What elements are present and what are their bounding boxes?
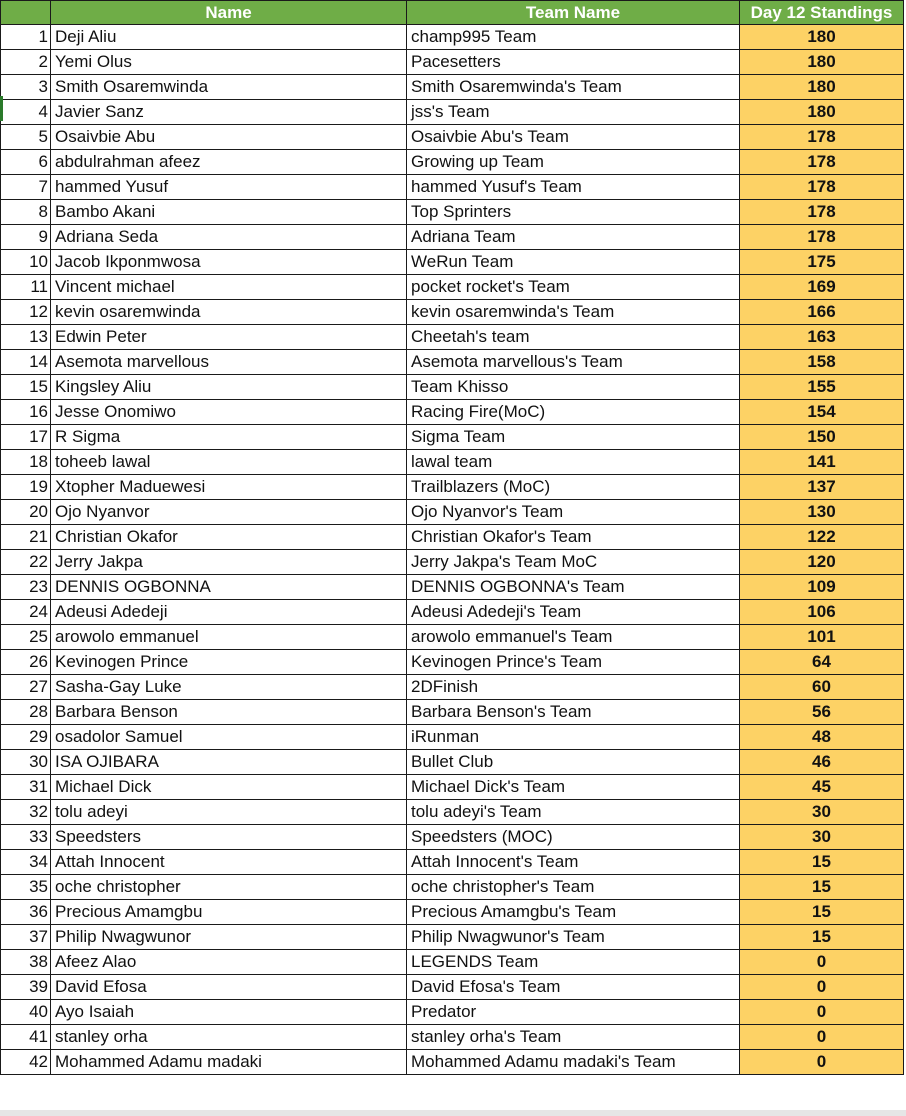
- table-row: [1, 300, 904, 325]
- team-name-cell[interactable]: champ995 Team: [407, 25, 740, 50]
- standings-cell[interactable]: 175: [740, 250, 904, 275]
- name-cell[interactable]: DENNIS OGBONNA: [51, 575, 407, 600]
- team-name-cell[interactable]: Racing Fire(MoC): [407, 400, 740, 425]
- team-name-cell[interactable]: Top Sprinters: [407, 200, 740, 225]
- name-cell[interactable]: Jesse Onomiwo: [51, 400, 407, 425]
- team-name-cell[interactable]: hammed Yusuf's Team: [407, 175, 740, 200]
- table-row: [1, 175, 904, 200]
- row-number-cell[interactable]: 17: [1, 425, 51, 450]
- row-number-cell[interactable]: 18: [1, 450, 51, 475]
- row-number-cell[interactable]: 12: [1, 300, 51, 325]
- row-number-cell[interactable]: 15: [1, 375, 51, 400]
- header-name[interactable]: Name: [51, 1, 407, 25]
- name-cell[interactable]: Afeez Alao: [51, 950, 407, 975]
- row-number-cell[interactable]: 32: [1, 800, 51, 825]
- standings-cell[interactable]: 0: [740, 975, 904, 1000]
- standings-cell[interactable]: 154: [740, 400, 904, 425]
- team-name-cell[interactable]: lawal team: [407, 450, 740, 475]
- row-number-cell[interactable]: 22: [1, 550, 51, 575]
- name-cell[interactable]: Adeusi Adedeji: [51, 600, 407, 625]
- row-number-cell[interactable]: 11: [1, 275, 51, 300]
- name-cell[interactable]: Bambo Akani: [51, 200, 407, 225]
- table-row: [1, 550, 904, 575]
- name-cell[interactable]: kevin osaremwinda: [51, 300, 407, 325]
- row-number-cell[interactable]: 36: [1, 900, 51, 925]
- standings-cell[interactable]: 15: [740, 900, 904, 925]
- row-number-cell[interactable]: 13: [1, 325, 51, 350]
- standings-cell[interactable]: 137: [740, 475, 904, 500]
- table-row: [1, 775, 904, 800]
- standings-cell[interactable]: 109: [740, 575, 904, 600]
- table-row: [1, 800, 904, 825]
- team-name-cell[interactable]: Growing up Team: [407, 150, 740, 175]
- standings-cell[interactable]: 180: [740, 50, 904, 75]
- row-number-cell[interactable]: 21: [1, 525, 51, 550]
- row-number-cell[interactable]: 4: [1, 100, 51, 125]
- team-name-cell[interactable]: oche christopher's Team: [407, 875, 740, 900]
- table-row: [1, 375, 904, 400]
- team-name-cell[interactable]: Michael Dick's Team: [407, 775, 740, 800]
- row-number-cell[interactable]: 34: [1, 850, 51, 875]
- team-name-cell[interactable]: Mohammed Adamu madaki's Team: [407, 1050, 740, 1075]
- row-number-cell[interactable]: 35: [1, 875, 51, 900]
- name-cell[interactable]: Jerry Jakpa: [51, 550, 407, 575]
- table-row: [1, 25, 904, 50]
- standings-cell[interactable]: 150: [740, 425, 904, 450]
- name-cell[interactable]: hammed Yusuf: [51, 175, 407, 200]
- row-number-cell[interactable]: 23: [1, 575, 51, 600]
- selected-row-marker: [0, 96, 3, 121]
- header-day-standings[interactable]: Day 12 Standings: [740, 1, 904, 25]
- name-cell[interactable]: Javier Sanz: [51, 100, 407, 125]
- team-name-cell[interactable]: Christian Okafor's Team: [407, 525, 740, 550]
- team-name-cell[interactable]: Trailblazers (MoC): [407, 475, 740, 500]
- name-cell[interactable]: Mohammed Adamu madaki: [51, 1050, 407, 1075]
- table-row: [1, 825, 904, 850]
- row-number-cell[interactable]: 41: [1, 1025, 51, 1050]
- table-row: [1, 500, 904, 525]
- name-cell[interactable]: Attah Innocent: [51, 850, 407, 875]
- standings-cell[interactable]: 120: [740, 550, 904, 575]
- team-name-cell[interactable]: Predator: [407, 1000, 740, 1025]
- table-row: [1, 250, 904, 275]
- standings-cell[interactable]: 0: [740, 1025, 904, 1050]
- team-name-cell[interactable]: Speedsters (MOC): [407, 825, 740, 850]
- standings-cell[interactable]: 60: [740, 675, 904, 700]
- name-cell[interactable]: osadolor Samuel: [51, 725, 407, 750]
- name-cell[interactable]: arowolo emmanuel: [51, 625, 407, 650]
- row-number-cell[interactable]: 3: [1, 75, 51, 100]
- row-number-cell[interactable]: 5: [1, 125, 51, 150]
- team-name-cell[interactable]: tolu adeyi's Team: [407, 800, 740, 825]
- team-name-cell[interactable]: Bullet Club: [407, 750, 740, 775]
- standings-cell[interactable]: 64: [740, 650, 904, 675]
- team-name-cell[interactable]: WeRun Team: [407, 250, 740, 275]
- row-number-cell[interactable]: 19: [1, 475, 51, 500]
- team-name-cell[interactable]: LEGENDS Team: [407, 950, 740, 975]
- standings-cell[interactable]: 178: [740, 225, 904, 250]
- table-row: [1, 975, 904, 1000]
- name-cell[interactable]: Xtopher Maduewesi: [51, 475, 407, 500]
- standings-cell[interactable]: 178: [740, 125, 904, 150]
- table-row: [1, 50, 904, 75]
- row-number-cell[interactable]: 33: [1, 825, 51, 850]
- standings-cell[interactable]: 169: [740, 275, 904, 300]
- team-name-cell[interactable]: Pacesetters: [407, 50, 740, 75]
- team-name-cell[interactable]: Jerry Jakpa's Team MoC: [407, 550, 740, 575]
- table-row: [1, 525, 904, 550]
- team-name-cell[interactable]: Precious Amamgbu's Team: [407, 900, 740, 925]
- table-row: [1, 325, 904, 350]
- standings-cell[interactable]: 0: [740, 1000, 904, 1025]
- team-name-cell[interactable]: DENNIS OGBONNA's Team: [407, 575, 740, 600]
- team-name-cell[interactable]: Sigma Team: [407, 425, 740, 450]
- name-cell[interactable]: Kingsley Aliu: [51, 375, 407, 400]
- table-row: [1, 875, 904, 900]
- table-row: [1, 125, 904, 150]
- row-number-cell[interactable]: 2: [1, 50, 51, 75]
- name-cell[interactable]: Speedsters: [51, 825, 407, 850]
- standings-cell[interactable]: 0: [740, 1050, 904, 1075]
- team-name-cell[interactable]: jss's Team: [407, 100, 740, 125]
- standings-cell[interactable]: 158: [740, 350, 904, 375]
- name-cell[interactable]: tolu adeyi: [51, 800, 407, 825]
- table-row: [1, 1025, 904, 1050]
- name-cell[interactable]: Philip Nwagwunor: [51, 925, 407, 950]
- name-cell[interactable]: Adriana Seda: [51, 225, 407, 250]
- table-row: [1, 600, 904, 625]
- table-row: [1, 400, 904, 425]
- standings-cell[interactable]: 180: [740, 100, 904, 125]
- row-number-cell[interactable]: 39: [1, 975, 51, 1000]
- header-row: [1, 1, 904, 25]
- table-row: [1, 425, 904, 450]
- standings-cell[interactable]: 163: [740, 325, 904, 350]
- name-cell[interactable]: Asemota marvellous: [51, 350, 407, 375]
- row-number-cell[interactable]: 9: [1, 225, 51, 250]
- horizontal-scrollbar[interactable]: [0, 1110, 906, 1116]
- name-cell[interactable]: abdulrahman afeez: [51, 150, 407, 175]
- table-row: [1, 1000, 904, 1025]
- standings-cell[interactable]: 101: [740, 625, 904, 650]
- table-row: [1, 675, 904, 700]
- team-name-cell[interactable]: Osaivbie Abu's Team: [407, 125, 740, 150]
- row-number-cell[interactable]: 31: [1, 775, 51, 800]
- name-cell[interactable]: Deji Aliu: [51, 25, 407, 50]
- team-name-cell[interactable]: stanley orha's Team: [407, 1025, 740, 1050]
- standings-cell[interactable]: 45: [740, 775, 904, 800]
- name-cell[interactable]: Ayo Isaiah: [51, 1000, 407, 1025]
- name-cell[interactable]: Sasha-Gay Luke: [51, 675, 407, 700]
- standings-cell[interactable]: 180: [740, 25, 904, 50]
- row-number-cell[interactable]: 26: [1, 650, 51, 675]
- name-cell[interactable]: Christian Okafor: [51, 525, 407, 550]
- row-number-cell[interactable]: 29: [1, 725, 51, 750]
- team-name-cell[interactable]: Barbara Benson's Team: [407, 700, 740, 725]
- team-name-cell[interactable]: Asemota marvellous's Team: [407, 350, 740, 375]
- row-number-cell[interactable]: 24: [1, 600, 51, 625]
- standings-cell[interactable]: 178: [740, 175, 904, 200]
- row-number-cell[interactable]: 40: [1, 1000, 51, 1025]
- row-number-cell[interactable]: 14: [1, 350, 51, 375]
- table-row: [1, 100, 904, 125]
- team-name-cell[interactable]: Philip Nwagwunor's Team: [407, 925, 740, 950]
- team-name-cell[interactable]: arowolo emmanuel's Team: [407, 625, 740, 650]
- table-row: [1, 725, 904, 750]
- team-name-cell[interactable]: Adeusi Adedeji's Team: [407, 600, 740, 625]
- table-row: [1, 625, 904, 650]
- table-row: [1, 575, 904, 600]
- row-number-cell[interactable]: 1: [1, 25, 51, 50]
- table-row: [1, 475, 904, 500]
- row-number-cell[interactable]: 38: [1, 950, 51, 975]
- table-row: [1, 925, 904, 950]
- standings-cell[interactable]: 15: [740, 875, 904, 900]
- standings-cell[interactable]: 141: [740, 450, 904, 475]
- table-row: [1, 450, 904, 475]
- name-cell[interactable]: David Efosa: [51, 975, 407, 1000]
- team-name-cell[interactable]: iRunman: [407, 725, 740, 750]
- name-cell[interactable]: oche christopher: [51, 875, 407, 900]
- name-cell[interactable]: Kevinogen Prince: [51, 650, 407, 675]
- team-name-cell[interactable]: Kevinogen Prince's Team: [407, 650, 740, 675]
- table-row: [1, 275, 904, 300]
- name-cell[interactable]: Osaivbie Abu: [51, 125, 407, 150]
- row-number-cell[interactable]: 37: [1, 925, 51, 950]
- standings-cell[interactable]: 122: [740, 525, 904, 550]
- name-cell[interactable]: Jacob Ikponmwosa: [51, 250, 407, 275]
- table-row: [1, 225, 904, 250]
- standings-cell[interactable]: 155: [740, 375, 904, 400]
- row-number-cell[interactable]: 7: [1, 175, 51, 200]
- row-number-cell[interactable]: 20: [1, 500, 51, 525]
- name-cell[interactable]: stanley orha: [51, 1025, 407, 1050]
- row-number-cell[interactable]: 28: [1, 700, 51, 725]
- name-cell[interactable]: Michael Dick: [51, 775, 407, 800]
- name-cell[interactable]: toheeb lawal: [51, 450, 407, 475]
- row-number-cell[interactable]: 6: [1, 150, 51, 175]
- row-number-cell[interactable]: 30: [1, 750, 51, 775]
- standings-cell[interactable]: 56: [740, 700, 904, 725]
- name-cell[interactable]: Barbara Benson: [51, 700, 407, 725]
- team-name-cell[interactable]: pocket rocket's Team: [407, 275, 740, 300]
- table-row: [1, 650, 904, 675]
- name-cell[interactable]: Ojo Nyanvor: [51, 500, 407, 525]
- name-cell[interactable]: Yemi Olus: [51, 50, 407, 75]
- header-team-name[interactable]: Team Name: [407, 1, 740, 25]
- team-name-cell[interactable]: David Efosa's Team: [407, 975, 740, 1000]
- name-cell[interactable]: Vincent michael: [51, 275, 407, 300]
- standings-cell[interactable]: 130: [740, 500, 904, 525]
- row-number-cell[interactable]: 8: [1, 200, 51, 225]
- table-row: [1, 950, 904, 975]
- standings-cell[interactable]: 48: [740, 725, 904, 750]
- table-row: [1, 200, 904, 225]
- name-cell[interactable]: Edwin Peter: [51, 325, 407, 350]
- row-number-cell[interactable]: 27: [1, 675, 51, 700]
- standings-cell[interactable]: 30: [740, 800, 904, 825]
- team-name-cell[interactable]: Adriana Team: [407, 225, 740, 250]
- table-row: [1, 700, 904, 725]
- standings-cell[interactable]: 166: [740, 300, 904, 325]
- row-number-cell[interactable]: 10: [1, 250, 51, 275]
- standings-cell[interactable]: 30: [740, 825, 904, 850]
- standings-cell[interactable]: 178: [740, 150, 904, 175]
- standings-cell[interactable]: 0: [740, 950, 904, 975]
- standings-cell[interactable]: 15: [740, 850, 904, 875]
- row-number-cell[interactable]: 25: [1, 625, 51, 650]
- table-row: [1, 750, 904, 775]
- team-name-cell[interactable]: kevin osaremwinda's Team: [407, 300, 740, 325]
- team-name-cell[interactable]: Team Khisso: [407, 375, 740, 400]
- standings-cell[interactable]: 106: [740, 600, 904, 625]
- row-number-cell[interactable]: 42: [1, 1050, 51, 1075]
- standings-cell[interactable]: 15: [740, 925, 904, 950]
- table-row: [1, 1050, 904, 1075]
- table-row: [1, 900, 904, 925]
- name-cell[interactable]: R Sigma: [51, 425, 407, 450]
- row-number-cell[interactable]: 16: [1, 400, 51, 425]
- team-name-cell[interactable]: Cheetah's team: [407, 325, 740, 350]
- table-row: [1, 350, 904, 375]
- table-row: [1, 850, 904, 875]
- name-cell[interactable]: Precious Amamgbu: [51, 900, 407, 925]
- standings-cell[interactable]: 180: [740, 75, 904, 100]
- table-row: [1, 75, 904, 100]
- standings-cell[interactable]: 46: [740, 750, 904, 775]
- standings-cell[interactable]: 178: [740, 200, 904, 225]
- table-row: [1, 150, 904, 175]
- name-cell[interactable]: ISA OJIBARA: [51, 750, 407, 775]
- team-name-cell[interactable]: Ojo Nyanvor's Team: [407, 500, 740, 525]
- header-corner-cell[interactable]: [1, 1, 51, 25]
- team-name-cell[interactable]: 2DFinish: [407, 675, 740, 700]
- team-name-cell[interactable]: Smith Osaremwinda's Team: [407, 75, 740, 100]
- name-cell[interactable]: Smith Osaremwinda: [51, 75, 407, 100]
- team-name-cell[interactable]: Attah Innocent's Team: [407, 850, 740, 875]
